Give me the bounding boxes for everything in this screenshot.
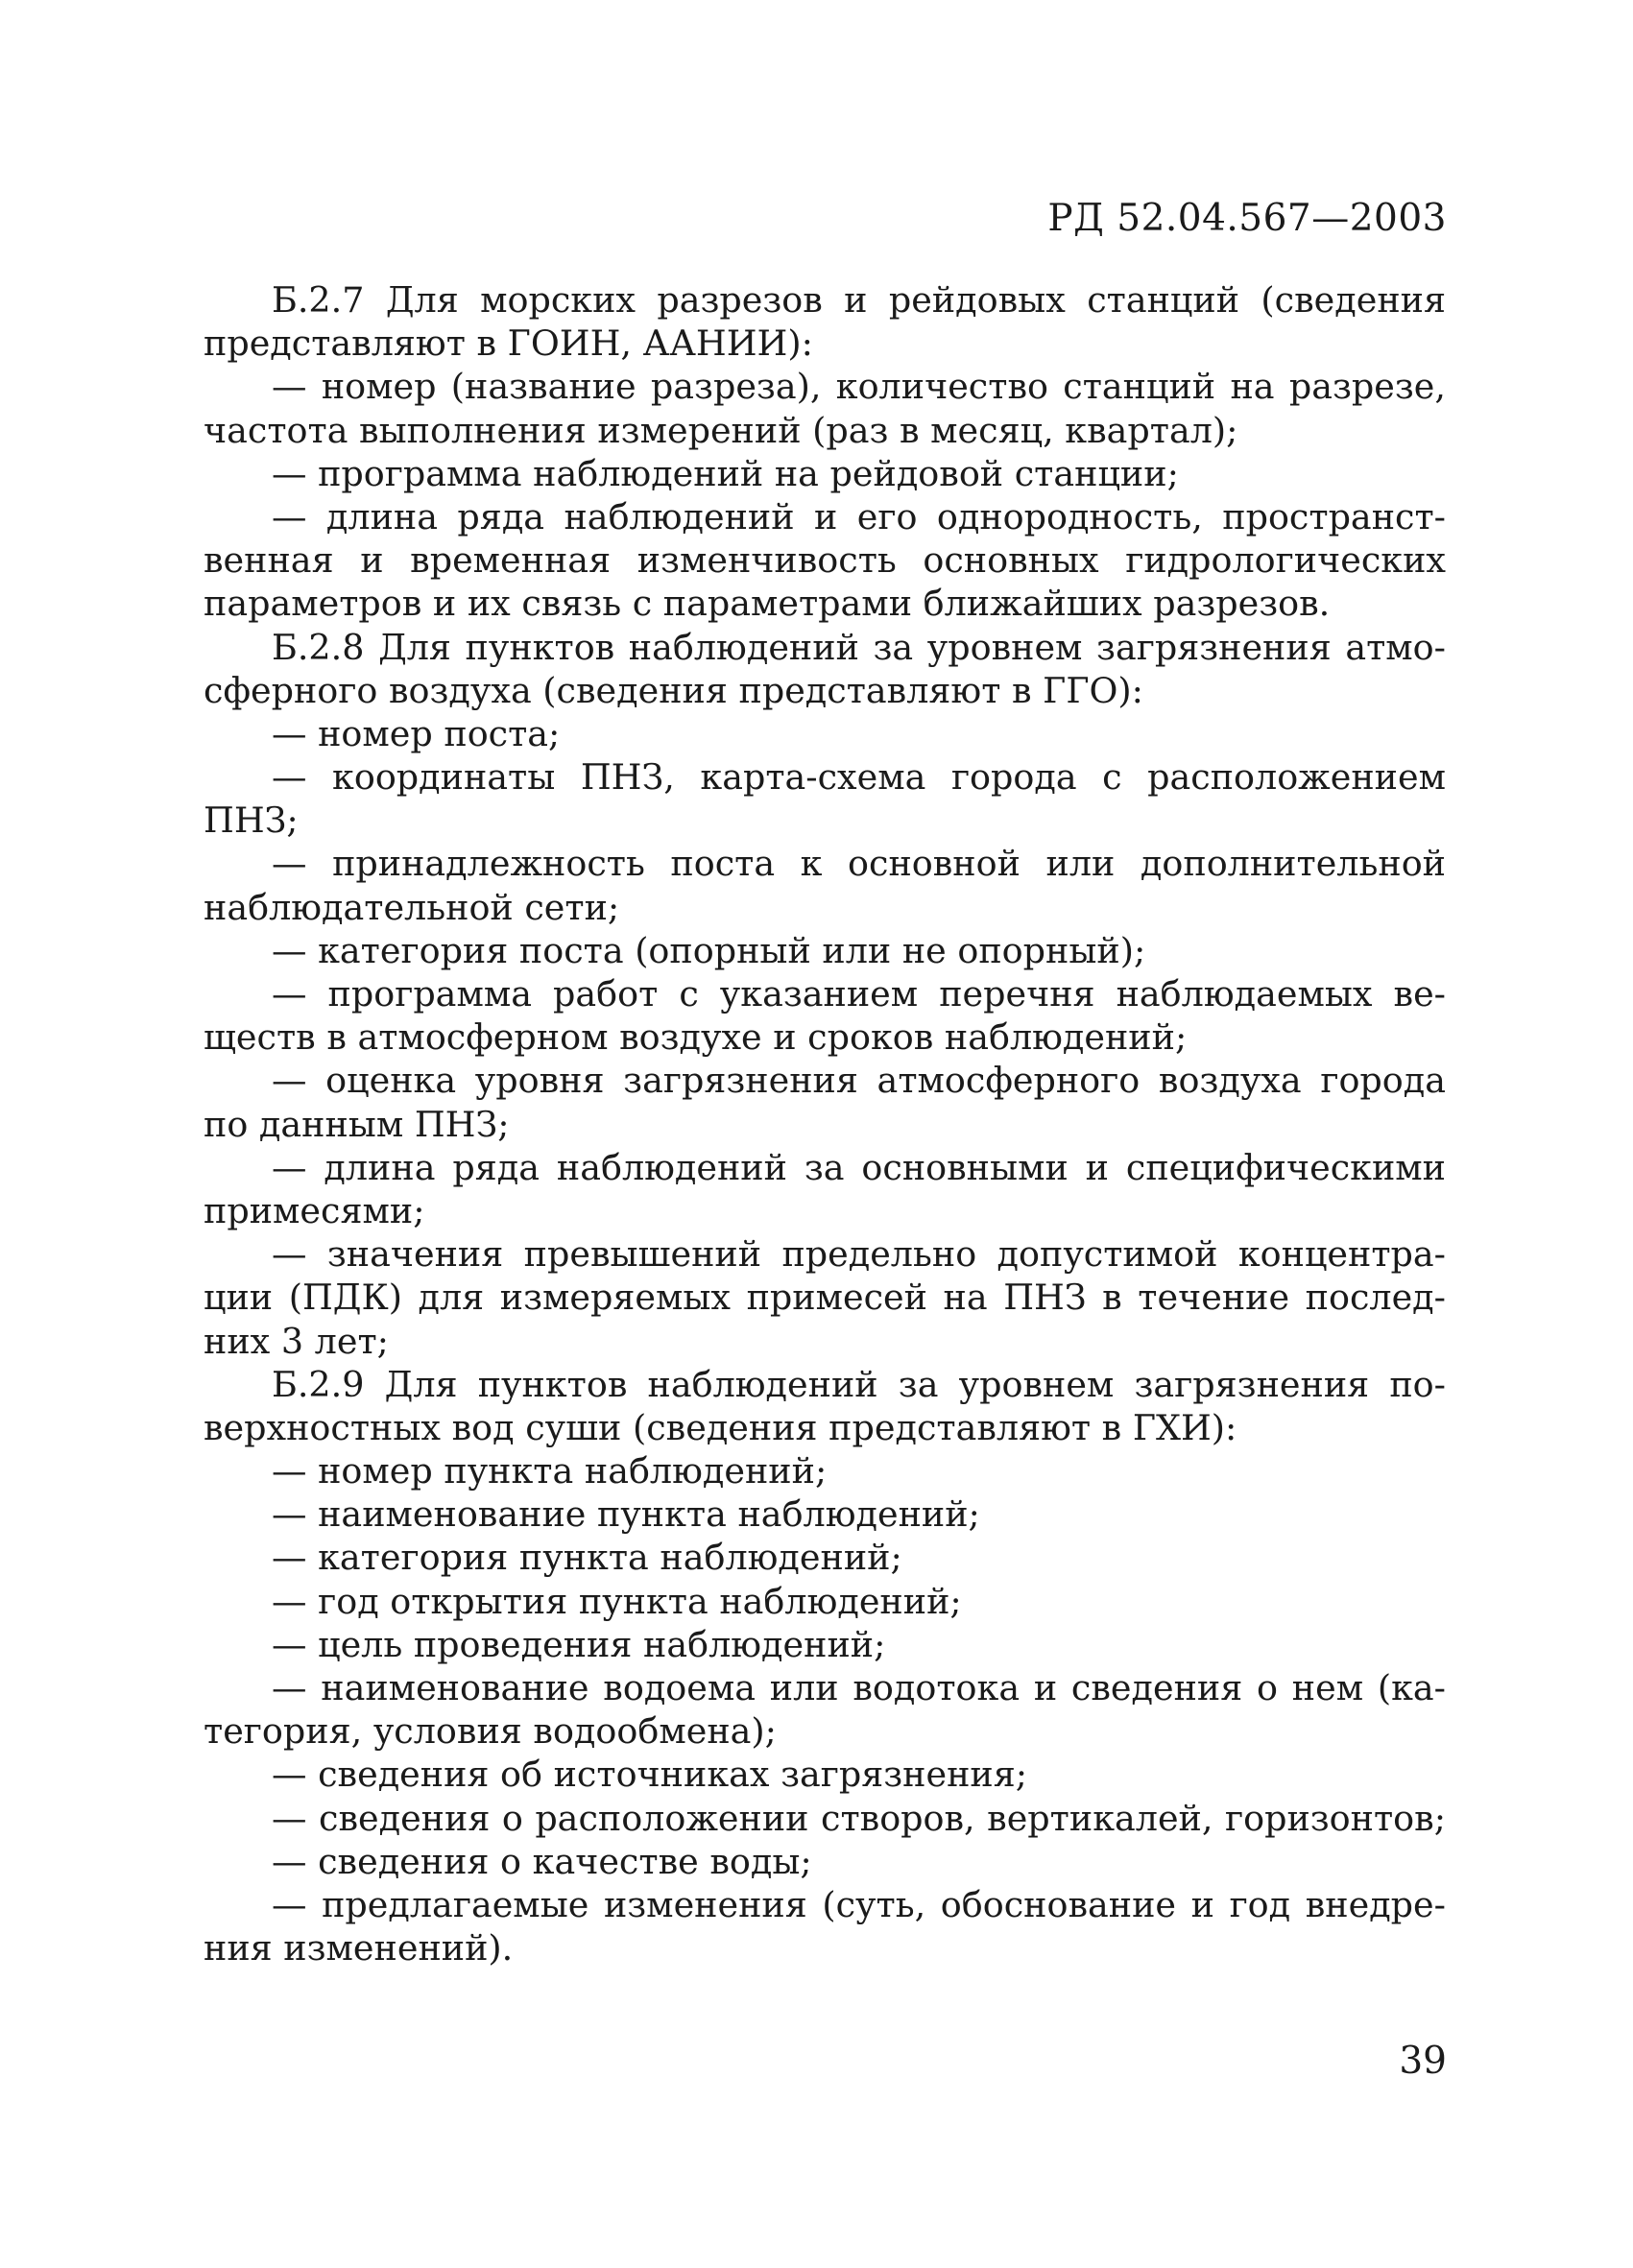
text-line: — программа наблюдений на рейдовой станции; <box>272 452 1179 494</box>
text-line: частота выполнения измерений (раз в месяц, квартал); <box>204 409 1238 451</box>
text-line: — значения превышений предельно допустимой концентра- <box>272 1233 1446 1276</box>
text-line: — программа работ с указанием перечня наблюдаемых ве- <box>272 973 1446 1015</box>
document-body <box>204 278 1446 1970</box>
text-line: — принадлежность поста к основной или дополнительной <box>272 843 1446 885</box>
text-line: — сведения о расположении створов, вертикалей, горизонтов; <box>272 1797 1446 1839</box>
text-line: по данным ПНЗ; <box>204 1103 510 1145</box>
text-line: — длина ряда наблюдений за основными и специфическими <box>272 1146 1446 1188</box>
text-line: — оценка уровня загрязнения атмосферного воздуха города <box>272 1060 1446 1102</box>
text-line: сферного воздуха (сведения представляют в ГГО): <box>204 669 1143 711</box>
page-number: 39 <box>1399 2040 1447 2083</box>
text-line: верхностных вод суши (сведения представляют в ГХИ): <box>204 1406 1237 1448</box>
text-line: — сведения о качестве воды; <box>272 1840 812 1882</box>
text-line: — координаты ПНЗ, карта-схема города с расположением <box>272 756 1446 799</box>
text-line: — предлагаемые изменения (суть, обоснование и год внедре- <box>272 1883 1446 1925</box>
text-line: примесями; <box>204 1189 425 1231</box>
text-line: — наименование пункта наблюдений; <box>272 1493 980 1536</box>
text-line: ции (ПДК) для измеряемых примесей на ПНЗ в течение послед- <box>204 1277 1446 1319</box>
text-line: Б.2.7 Для морских разрезов и рейдовых станций (сведения <box>272 279 1446 321</box>
text-line: — категория пункта наблюдений; <box>272 1537 902 1579</box>
text-line: наблюдательной сети; <box>204 886 620 928</box>
text-line: венная и временная изменчивость основных гидрологических <box>204 539 1446 582</box>
text-line: них 3 лет; <box>204 1320 389 1362</box>
text-line: ния изменений). <box>204 1927 514 1970</box>
text-line: параметров и их связь с параметрами ближайших разрезов. <box>204 583 1331 625</box>
text-line: — сведения об источниках загрязнения; <box>272 1754 1028 1796</box>
text-line: ПНЗ; <box>204 800 299 842</box>
text-line: Б.2.8 Для пунктов наблюдений за уровнем загрязнения атмо- <box>272 626 1446 668</box>
text-line: — длина ряда наблюдений и его однородность, пространст- <box>272 495 1446 537</box>
text-line: — номер поста; <box>272 712 561 754</box>
text-line: — номер пункта наблюдений; <box>272 1450 828 1492</box>
text-line: — номер (название разреза), количество станций на разрезе, <box>272 366 1446 408</box>
text-line: — цель проведения наблюдений; <box>272 1623 886 1665</box>
document-code: РД 52.04.567—2003 <box>1047 197 1447 240</box>
text-line: Б.2.9 Для пунктов наблюдений за уровнем загрязнения по- <box>272 1363 1446 1405</box>
text-line: — категория поста (опорный или не опорный); <box>272 929 1146 971</box>
text-line: представляют в ГОИН, ААНИИ): <box>204 322 813 365</box>
text-line: — наименование водоема или водотока и сведения о нем (ка- <box>272 1667 1446 1708</box>
text-line: ществ в атмосферном воздухе и сроков наблюдений; <box>204 1016 1188 1059</box>
text-line: тегория, условия водообмена); <box>204 1710 777 1753</box>
text-line: — год открытия пункта наблюдений; <box>272 1580 962 1622</box>
